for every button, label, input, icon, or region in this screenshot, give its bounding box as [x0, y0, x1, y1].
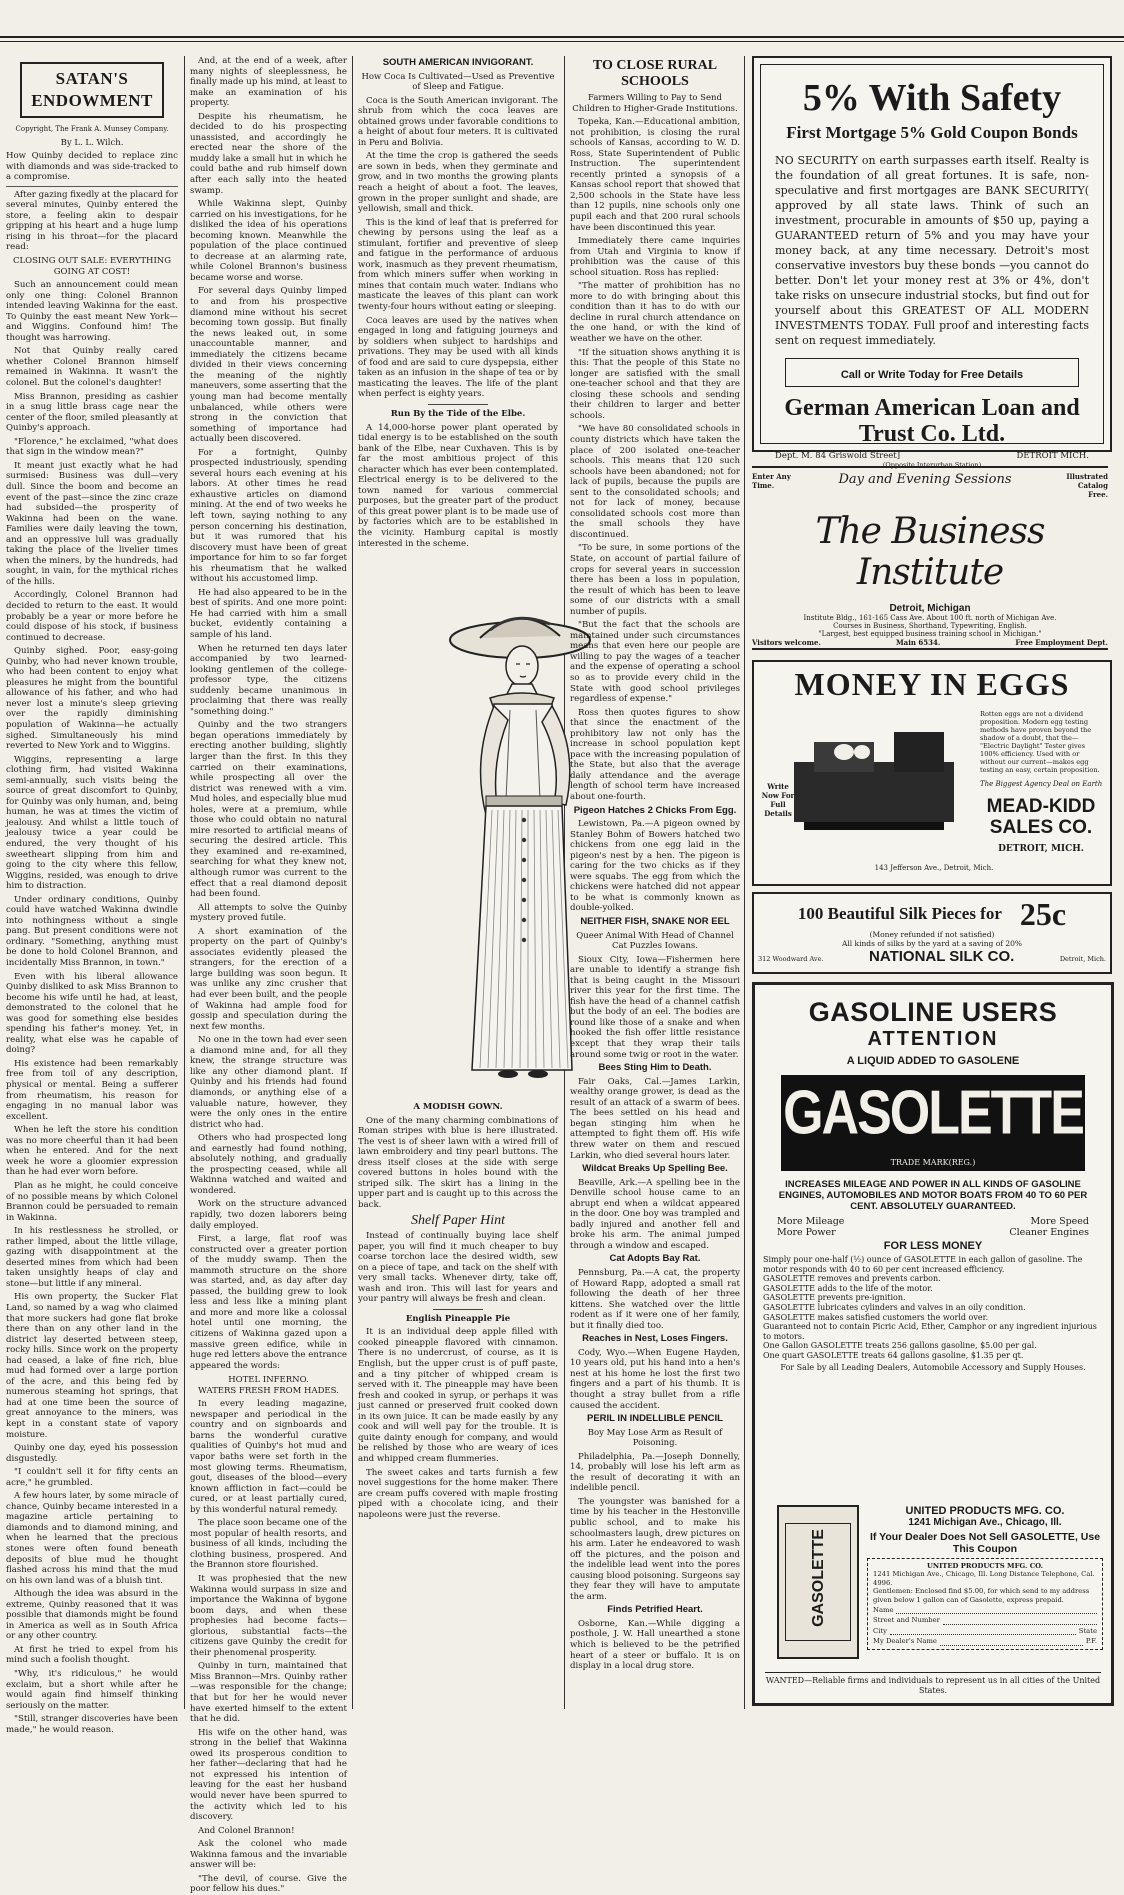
ad-subheadline: First Mortgage 5% Gold Coupon Bonds	[786, 123, 1078, 142]
paragraph: He had also appeared to be in the best of spirits. And one more point: He had carried with him a small bucket, evidently containing a sample of his land.	[190, 587, 347, 640]
paragraph: And, at the end of a week, after many nights of sleeplessness, he finally made up his mind, at least to make an examination of his property.	[190, 56, 347, 109]
paragraph: Miss Brannon, presiding as cashier in a snug little brass cage near the center of the floor, smiled pleasantly at Quinby's approach.	[6, 391, 178, 434]
coca-headline: SOUTH AMERICAN INVIGORANT.	[382, 57, 534, 68]
ad-institute-visitors: Visitors welcome.	[752, 638, 821, 647]
hotel-sign-line: WATERS FRESH FROM HADES.	[198, 1385, 339, 1396]
ad-note-left: Enter Any Time.	[752, 472, 791, 490]
paragraph: "The matter of prohibition has no more to do with bringing about this condition than it has to do with our decline in rural church attendance on the one hand, or with the kind of weather we have on the other.	[570, 281, 740, 345]
paragraph: The youngster was banished for a time by his teacher in the Hestonville public school, and to make his schoolmasters laugh, drew pictures on his arm. Later he endeavored to wash off the pictures, and the poison and the indelible lead went into the pores causing blood poisoning. Surgeons say they fear they will have to amputate the arm.	[570, 1496, 740, 1602]
paragraph: It was prophesied that the new Wakinna would surpass in size and importance the Wakinna of bygone boom days, and when these prophesies had become facts—glorious, substantial facts—the citizens gave Quinby the credit for their phenomenal prosperity.	[190, 1574, 347, 1658]
paragraph: For several days Quinby limped to and from his prospective diamond mine without his secret becoming town gossip. But finally the news leaked out, in some unaccountable manner, and immediately the citizens became divided in their views concerning the meaning of the nightly maneuvers, some asserting that the young man had become mentally unbalanced, while others were strong in the conviction that something of importance had actually been discovered.	[190, 286, 347, 445]
paragraph: Such an announcement could mean only one thing: Colonel Brannon intended leaving Wakinna for the east. To Quinby the east meant New York—and Wiggins. Confound him! The thought was harrowing.	[6, 280, 178, 343]
coupon-dealer-field[interactable]	[940, 1637, 1083, 1645]
column-rule	[352, 56, 353, 1709]
divider	[428, 404, 488, 405]
ad-address: Dept. M. 84 Griswold Street]	[775, 451, 901, 461]
gasolette-can	[777, 1505, 859, 1659]
brief-headline: Finds Petrified Heart.	[607, 1604, 703, 1616]
column-rule	[744, 56, 745, 1709]
paragraph: Pennsburg, Pa.—A cat, the property of Howard Rapp, adopted a small rat following the death of her three kittens. She watched over the little rodent as if it were one of her family, but it finally died too.	[570, 1267, 740, 1331]
paragraph: Quinby in turn, maintained that Miss Brannon—Mrs. Quinby rather—was responsible for the change; that but for her he would never have exerted himself to the extent that he did.	[190, 1661, 347, 1725]
ad-detail: Simply pour one-half (½) ounce of GASOLETTE in each gallon of gasoline. The motor responds with 40 to 60 per cent increased efficiency.	[763, 1255, 1083, 1274]
gasolette-logo-text: GASOLETTE	[783, 1078, 1083, 1148]
paragraph: Osborne, Kan.—While digging a posthole, J. W. Hall unearthed a stone which is believed to be the petrified heart of a steer or buffalo. It is on display in a local drug store.	[570, 1618, 740, 1672]
paragraph: Accordingly, Colonel Brannon had decided to return to the east. It would probably be a year or more before he could dispose of his stock, if business continued to decrease.	[6, 590, 178, 643]
ad-institute-name: The Business Institute	[815, 511, 1045, 593]
paragraph: When he returned ten days later accompanied by two learned-looking gentlemen of the college-professor type, the citizens suddenly became unanimous in proclaiming that there was really "something doing."	[190, 643, 347, 717]
paragraph: "Still, stranger discoveries have been made," he would reason.	[6, 1714, 178, 1735]
column-3-top	[358, 56, 558, 656]
ad-detail: GASOLETTE lubricates cylinders and valves in an oily condition.	[763, 1302, 1026, 1312]
ad-body: Rotten eggs are not a dividend proposition. Modern egg testing methods have proven beyond the shadow of a doubt, that the— "Electric Daylight" Tester gives 100% efficiency. Used with or without our current—makes egg testing an easy, certain proposition.	[980, 710, 1100, 774]
ad-gasolette	[752, 982, 1114, 1706]
brief-headline: Wildcat Breaks Up Spelling Bee.	[582, 1163, 728, 1175]
paragraph: Coca is the South American invigorant. The shrub from which the coca leaves are obtained grows under favorable conditions to a height of about four meters. It is cultivated in Peru and Bolivia.	[358, 95, 558, 148]
ad-headline: GASOLINE USERS	[808, 997, 1058, 1027]
paragraph: While Wakinna slept, Quinby carried on his investigations, for he disliked the idea of his operations becoming known. Meanwhile the population of the place continued to decrease at an alarming rate, while Colonel Brannon's business became worse and worse.	[190, 199, 347, 283]
ad-business-institute	[752, 466, 1108, 650]
paragraph: Quinby and the two strangers began operations immediately by erecting another building, slightly larger than the first. In this they carried on their examinations, while prospecting all over the district was renewed with a vim. Mud holes, and especially blue mud holes, were at a premium, while those who could obtain no natural mire resorted to artificial means of securing the desired article. This they examined and re-examined, searching for what they knew not, although rumor was current to the effect that a real diamond deposit had been found.	[190, 720, 347, 900]
paragraph: A short examination of the property on the part of Quinby's associates evidently pleased the strangers, for the erection of a large building was soon begun. It was unlike any zinc crusher that had ever been built, and the people of Wakinna had ample food for gossip and speculation during the next few months.	[190, 926, 347, 1032]
ad-detail: One Gallon GASOLETTE treats 256 gallons gasoline, $5.00 per gal.	[763, 1341, 1037, 1351]
ad-city: DETROIT, MICH.	[998, 844, 1084, 854]
paragraph: Instead of continually buying lace shelf paper, you will find it much cheaper to buy coarse torchon lace the desired width, sew on a piece of tape, and tack on the shelf with very small tacks. Whenever dirty, take off, wash and iron. This will last for years and your pantry will always be fresh and clean.	[358, 1231, 558, 1305]
ad-address: 312 Woodward Ave.	[758, 955, 824, 963]
brief-subhead: Boy May Lose Arm as Result of Poisoning.	[587, 1427, 723, 1449]
brief-headline: NEITHER FISH, SNAKE NOR EEL	[580, 916, 730, 928]
coupon-address: 1241 Michigan Ave., Chicago, Ill. Long Distance Telephone, Cal. 4996.	[873, 1570, 1095, 1587]
paragraph: His existence had been remarkably free from toil of any description, physical or mental. Being a sufferer from rheumatism, his reason for engaging in no manual labor was excellent.	[6, 1058, 178, 1122]
ad-call-text: Call or Write Today for Free Details	[840, 369, 1024, 381]
column-rule	[184, 56, 185, 1709]
paragraph: "If the situation shows anything it is this: That the people of this State no longer are satisfied with the small one-teacher school and that they are closing these schools and sending their children to larger and better schools.	[570, 347, 740, 421]
coupon-name-field[interactable]	[896, 1606, 1097, 1614]
ad-detail: GASOLETTE adds to the life of the motor.	[763, 1283, 933, 1293]
paragraph: In his restlessness he strolled, or rather limped, about the little village, gazing with disappointment at the deserted mines from which had been taken unsightly heaps of clay and stone—but little if any mineral.	[6, 1226, 178, 1289]
paragraph: It meant just exactly what he had surmised: Business was dull—very dull. Since the boom and become an event of the past—since the zinc craze had subsided—the prosperity of Wakinna had been on the wane. Families were daily leaving the town, and an oppressive lull was gradually taking the place of the livelier times when the miners, by the hundreds, had sought, in vain, for the mythical riches of the hills.	[6, 460, 178, 587]
paragraph: Work on the structure advanced rapidly, two dozen laborers being daily employed.	[190, 1199, 347, 1231]
ad-institute-footer	[752, 638, 1108, 647]
paragraph: His wife on the other hand, was strong in the belief that Wakinna owed its prosperous condition to her father—declaring that had he not expressed his intention of leaving for the east her husband would never have been spurred to the activity which led to his discovery.	[190, 1727, 347, 1823]
ad-company-address: 1241 Michigan Ave., Chicago, Ill.	[908, 1517, 1062, 1528]
coupon-state-label: State	[1078, 1626, 1097, 1635]
ad-benefit: More Power	[777, 1227, 836, 1238]
paragraph: Immediately there came inquiries from Utah and Virginia to know if prohibition was the cause of this school situation. Ross has replied:	[570, 236, 740, 278]
ad-headline: 5% With Safety	[802, 77, 1062, 119]
paragraph: Fair Oaks, Cal.—James Larkin, wealthy orange grower, is dead as the result of an attack of a swarm of bees. The bees settled on his head and began stinging him when he attempted to fight them off. His wife threw water on them and rescued Larkin, who died several hours later.	[570, 1076, 740, 1161]
brief-headline: Pigeon Hatches 2 Chicks From Egg.	[573, 804, 737, 816]
ad-note-right: Illustrated Catalog Free.	[1066, 472, 1108, 499]
brief-headline: Reaches in Nest, Loses Fingers.	[582, 1333, 728, 1345]
ad-city: Detroit, Mich.	[1059, 955, 1106, 963]
paragraph: Coca leaves are used by the natives when engaged in long and fatiguing journeys and by soldiers when subject to hardships and privations. They may be used with all kinds of food and are said to cure dyspepsia, either taken as an infusion in the shape of tea or by masticating the leaves. The life of the plant when perfect is eighty years.	[358, 315, 558, 400]
paragraph: Philadelphia, Pa.—Joseph Donnelly, 14, probably will lose his left arm as the result of decorating it with an indelible pencil.	[570, 1451, 740, 1494]
ad-benefit: More Speed	[1030, 1216, 1089, 1227]
coupon-dealer-row	[873, 1637, 1097, 1645]
paragraph: Cody, Wyo.—When Eugene Hayden, 10 years old, put his hand into a hen's nest at his home he lost the first two fingers and a part of his thumb. It is thought a stray bullet from a rifle caused the accident.	[570, 1347, 740, 1411]
coupon-street-row	[873, 1616, 1097, 1624]
ad-detail: GASOLETTE makes satisfied customers the world over.	[763, 1312, 989, 1322]
ad-benefits	[755, 1216, 1111, 1238]
ad-less-money: FOR LESS MONEY	[883, 1240, 983, 1252]
ad-address: 143 Jefferson Ave., Detroit, Mich.	[874, 864, 994, 872]
copyright-line: Copyright, The Frank A. Munsey Company.	[15, 125, 169, 133]
gasolette-can-label: GASOLETTE	[810, 1529, 827, 1627]
gasolette-trademark: TRADE MARK(REG.)	[890, 1158, 976, 1167]
paragraph: Lewistown, Pa.—A pigeon owned by Stanley Bohm of Bowers hatched two chickens from one egg laid in the pigeon's nest by a hen. The pigeon is caring for the two chicks as if they were squabs. The egg from which the chickens were hatched did not appear to be what is commonly known as double-yolked.	[570, 819, 740, 914]
ad-claim: INCREASES MILEAGE AND POWER IN ALL KINDS OF GASOLINE ENGINES, AUTOMOBILES AND MOTOR BOATS FROM 40 TO 60 PER CENT. ABSOLUTELY GUARANTEED.	[778, 1179, 1088, 1212]
paragraph: "Why, it's ridiculous," he would exclaim, but a short while after he would again find himself thinking seriously on the matter.	[6, 1669, 178, 1711]
ad-detail: For Sale by all Leading Dealers, Automobile Accessory and Supply Houses.	[780, 1362, 1086, 1372]
coupon-name-row	[873, 1606, 1097, 1614]
paragraph: Quinby sighed. Poor, easy-going Quinby, who had never known trouble, who had been content to enjoy what pleasures he might from the bountiful allowance of his father, and who had never lost a minute's sleep grieving over the rapidly diminishing population of Wakinna—he actually sighed. Simultaneously his mind reverted to New York and to Wiggins.	[6, 646, 178, 752]
sale-heading: CLOSING OUT SALE: EVERYTHING GOING AT COST!	[12, 256, 172, 277]
paragraph: The place soon became one of the most popular of health resorts, and business of all kinds, including the clothing business, prospered. And the Brannon store flourished.	[190, 1518, 347, 1571]
paragraph: The sweet cakes and tarts furnish a few novel suggestions for the home maker. There are cream puffs covered with maple frosting piped with a chocolate icing, and their napoleons were just the reverse.	[358, 1467, 558, 1520]
paragraph: It is an individual deep apple filled with cooked pineapple flavored with cinnamon. There is no undercrust, of course, as it is English, but the upper crust is of puff paste, and a tiny pitcher of whipped cream is served with it. The pineapple may have been fresh and cooked in syrup, or perhaps it was just canned or preserved fruit cooked down in its own juice. It can be made easily by any cook and will well pay for the trouble. It is quite dainty enough for company, and would be relished by those who are weary of ices and whipped cream flummeries.	[358, 1327, 558, 1464]
column-1	[6, 56, 179, 1735]
ad-wanted: WANTED—Reliable firms and individuals to represent us in all cities of the United States.	[765, 1672, 1101, 1695]
paragraph: No one in the town had ever seen a diamond mine and, for all they knew, the strange structure was like any other diamond plant. If Quinby and his friends had found diamonds, or anything else of a valuable nature, however, they were the only ones in the entire district who had.	[190, 1035, 347, 1130]
ad-detail: GASOLETTE removes and prevents carbon.	[763, 1274, 941, 1284]
paragraph: A few hours later, by some miracle of chance, Quinby became interested in a magazine article pertaining to diamonds and to diamond mining, and when he learned that the precious stones were often found beneath deposits of blue mud he thought flashed across his mind that the mud on his own land was of a bluish tint.	[6, 1491, 178, 1586]
column-4	[570, 56, 740, 1706]
gown-caption-title: A MODISH GOWN.	[413, 1102, 503, 1112]
paragraph: "Florence," he exclaimed, "what does that sign in the window mean?"	[6, 436, 178, 458]
ad-body: NO SECURITY on earth surpasses earth itself. Realty is the foundation of all great fortunes. It is safe, non-speculative and first mortgages are BANK SECURITY( approved by all state laws. Think of such an investment, procurable in amounts of $50 up, paying a GUARANTEED return of 5% and you may have your money back, at any time necessary. Detroit's most conservative investors buy these bonds —you cannot do better. Don't let your money rest at 3% or 4%, don't take risks on unsecure industrial stocks, but find out for yourself about this GREATEST OF ALL MODERN INVESTMENTS TODAY. Full proof and interesting facts sent on request immediately.	[775, 154, 1089, 347]
divider	[433, 1309, 483, 1310]
paragraph: His own property, the Sucker Flat Land, so named by a wag who claimed that more suckers had gone flat broke there than on any other land in the district lay deserted between steep, rocky hills. Since work on the property had ceased, a lake of fine rich, blue mud had formed over a large portion of the acre, and this being fed by numerous steaming hot springs, that had at one time been the source of great annoyance to the miners, was kept in a constant state of vapory moisture.	[6, 1292, 178, 1440]
paragraph: Plan as he might, he could conceive of no possible means by which Colonel Brannon could be persuaded to remain in Wakinna.	[6, 1180, 178, 1223]
story-title: SATAN'S ENDOWMENT	[31, 69, 153, 110]
paragraph: "I couldn't sell it for fifty cents an acre," he grumbled.	[6, 1467, 178, 1488]
story-intro: How Quinby decided to replace zinc with diamonds and was side-tracked to a compromise.	[6, 151, 178, 187]
brief-headline: PERIL IN INDELLIBLE PENCIL	[586, 1413, 723, 1425]
ad-company: NATIONAL SILK CO.	[869, 948, 1015, 965]
coupon-city-field[interactable]	[890, 1627, 1076, 1635]
paragraph: In every leading magazine, newspaper and periodical in the country and on signboards and barns the wonderful curative qualities of Quinby's hot mud and vapor baths were set forth in the most glowing terms. Rheumatism, gout, diseases of the blood—every known affliction in fact—could be cured, or at least partially cured, by this wonderful natural remedy.	[190, 1399, 347, 1515]
coupon-text: Gentlemen: Enclosed find $5.00, for which send to my address given below 1 gallon can of Gasolette, express prepaid.	[873, 1587, 1090, 1604]
paragraph: After gazing fixedly at the placard for several minutes, Quinby entered the store, a feeling akin to despair gripping at his heart and a huge lump rising in his throat—for the placard read:	[6, 189, 179, 253]
ad-line: (Money refunded if not satisfied)	[869, 930, 995, 939]
ad-institute-employment: Free Employment Dept.	[1015, 638, 1108, 647]
ad-dealer-note: If Your Dealer Does Not Sell GASOLETTE, Use This Coupon	[869, 1531, 1101, 1555]
schools-subhead: Farmers Willing to Pay to Send Children to Higher-Grade Institutions.	[572, 93, 738, 114]
ad-silk-footer	[754, 948, 1110, 965]
ad-detail: Guaranteed not to contain Picric Acid, Ether, Camphor or any ingredient injurious to motors.	[763, 1322, 1097, 1341]
paragraph: Although the idea was absurd in the extreme, Quinby reasoned that it was possible that diamonds might be found in America as well as in South Africa or any other country.	[6, 1589, 178, 1642]
coupon-pf: P.F.	[1085, 1637, 1097, 1646]
masthead-rule	[0, 36, 1124, 42]
ad-company: MEAD-KIDD SALES CO.	[986, 796, 1096, 838]
paragraph: Sioux City, Iowa—Fishermen here are unable to identify a strange fish that is being caught in the Missouri river this year for the first time. The fish have the head of a channel catfish but the body of an eel. The bodies are round like those of a snake and when hooked the fish offer little resistance except that they wrap their tails around some twig or root in the water.	[570, 954, 740, 1060]
ad-company: UNITED PRODUCTS MFG. CO.	[905, 1505, 1065, 1517]
ad-institute-phone: Main 6534.	[895, 638, 941, 647]
paragraph: Quinby one day, eyed his possession disgustedly.	[6, 1443, 178, 1464]
paragraph: Ross then quotes figures to show that since the enactment of the prohibitory law not only has the increase in school population kept pace with the increasing population of the State, but also that the average daily attendance and the average length of school term have increased about one-fourth.	[570, 707, 740, 802]
ad-detail: GASOLETTE prevents pre-ignition.	[763, 1293, 906, 1303]
paragraph: "But the fact that the schools are maintained under such circumstances means that even here our people are willing to pay the wages of a teacher and the expense of operating a school so as to provide every child in the State with good school privileges regardless of expense."	[570, 620, 740, 705]
paragraph: "The devil, of course. Give the poor fellow his dues."	[190, 1873, 347, 1895]
ad-headline-2: ATTENTION	[867, 1028, 999, 1050]
paragraph: Despite his rheumatism, he decided to do his prospecting unassisted, and accordingly he erected near the shore of the muddy lake a small hut in which he could bathe and rub himself down after each sally into the heated swamp.	[190, 111, 347, 196]
schools-headline: TO CLOSE RURAL SCHOOLS	[592, 58, 718, 89]
ad-benefit: Cleaner Engines	[1009, 1227, 1089, 1238]
ad-call-box	[785, 358, 1079, 387]
brief-headline: Cat Adopts Bay Rat.	[609, 1253, 701, 1265]
paragraph: One of the many charming combinations of Roman stripes with blue is here illustrated. The vest is of sheer lawn with a wired frill of lawn embroidery and tiny pearl buttons. The dress itself closes at the side with serge covered buttons in holes bound with the striped silk. The skirt has a lining in the upper part and is caught up to this across the back.	[358, 1115, 558, 1210]
ad-address-note: (Opposite Interurban Station)	[882, 461, 982, 469]
coupon-street-field[interactable]	[943, 1616, 1097, 1624]
ad-city: DETROIT MICH.	[1016, 451, 1089, 461]
brief-headline: Bees Sting Him to Death.	[598, 1062, 712, 1074]
coupon-city-row	[873, 1627, 1097, 1635]
ad-subheadline: A LIQUID ADDED TO GASOLENE	[846, 1055, 1020, 1067]
ad-address-row	[775, 451, 1089, 461]
hotel-sign-line: HOTEL INFERNO.	[228, 1375, 309, 1386]
column-2	[190, 56, 347, 1895]
ad-agency: The Biggest Agency Deal on Earth	[980, 780, 1103, 788]
paragraph: Ask the colonel who made Wakinna famous and the invariable answer will be:	[190, 1839, 347, 1871]
ad-order-area	[867, 1505, 1103, 1650]
egg-tester-image	[774, 712, 974, 842]
shelf-headline: Shelf Paper Hint	[410, 1213, 506, 1229]
paragraph: Wiggins, representing a large clothing firm, had visited Wakinna semi-annually, such visits being the source of great discomfort to Quinby, for Quinby was only human, and, being human, he was at times the victim of jealousy. And whilst a little touch of jealousy twice a year could be endured, the very thought of his sweetheart slipping from him and going to the city where this fellow, Wiggins, resided, was enough to drive him to distraction.	[6, 754, 178, 892]
paragraph: Beaville, Ark.—A spelling bee in the Denville school house came to an abrupt end when a wildcat appeared in the door. One boy was trampled and badly injured and another fell and broke his arm. The animal jumped through a window and escaped.	[570, 1177, 740, 1251]
paragraph: When he left the store his condition was no more cheerful than it had been when he entered. And for the next week he wore a gloomier expression than he had ever worn before.	[6, 1125, 178, 1178]
coupon-company: UNITED PRODUCTS MFG. CO.	[926, 1562, 1043, 1570]
ad-price: 25c	[1019, 896, 1067, 932]
ad-detail: One quart GASOLETTE treats 64 gallons gasoline, $1.35 per qt.	[763, 1350, 1024, 1360]
brief-subhead: Queer Animal With Head of Channel Cat Puzzles Iowans.	[576, 930, 734, 952]
paragraph: Not that Quinby really cared whether Colonel Brannon himself remained in Wakinna. It wasn't the colonel. But the colonel's daughter!	[6, 346, 178, 389]
gasolette-logo-box	[781, 1075, 1085, 1171]
ad-institute-city: Detroit, Michigan	[889, 603, 971, 614]
coupon-dealer-label: My Dealer's Name	[873, 1637, 937, 1646]
paragraph: For a fortnight, Quinby prospected industriously, spending several hours each evening at his labors. At other times he read exhaustive articles on diamond mining. At the end of two weeks he left town, saying nothing to any person concerning his destination, but it was rumored that his discovery must have been of great importance for him to so far forget his rheumatism that he walked without his accustomed limp.	[190, 447, 347, 585]
paragraph: At the time the crop is gathered the seeds are sown in beds, when they germinate and grow, and in two months the growing plants reach a height of about a foot. The leaves, grown in the proper sunlight and shade, are yellowish, small and thick.	[358, 151, 558, 215]
paragraph: Even with his liberal allowance Quinby disliked to ask Miss Brannon to become his wife until he had, at least, demonstrated to the colonel that he was good for something else besides spending his father's money. Yet, in reality, what else was he capable of doing?	[6, 971, 178, 1056]
column-3-bottom	[358, 1102, 558, 1714]
coca-subhead: How Coca Is Cultivated—Used as Preventive of Sleep and Fatigue.	[361, 71, 555, 93]
story-title-box	[20, 62, 164, 118]
ad-safety-bonds	[752, 56, 1112, 469]
paragraph: This is the kind of leaf that is preferred for chewing by persons using the leaf as a stimulant, fortifier and preventive of sleep and fatigue in the performance of arduous work, inasmuch as they prevent rheumatism, from which miners suffer when working in mines that contain much water. Indians who masticate the leaves of this plant can work twenty-four hours without eating or sleeping.	[358, 217, 558, 313]
coupon-city-label: City	[873, 1626, 887, 1635]
ad-money-in-eggs	[752, 660, 1112, 886]
paragraph: All attempts to solve the Quinby mystery proved futile.	[190, 902, 347, 924]
paragraph: And Colonel Brannon!	[198, 1825, 295, 1836]
ad-sessions: Day and Evening Sessions	[838, 472, 1012, 487]
byline: By L. L. Wilch.	[60, 137, 124, 148]
pie-headline: English Pineapple Pie	[405, 1313, 511, 1324]
ad-benefit: More Mileage	[777, 1216, 845, 1227]
ad-company: German American Loan and Trust Co. Ltd.	[784, 395, 1080, 447]
ad-institute-line: Courses in Business, Shorthand, Typewriting, English.	[833, 622, 1027, 630]
ad-institute-line: "Largest, best equipped business training school in Michigan."	[818, 630, 1042, 638]
paragraph: Topeka, Kan.—Educational ambition, not prohibition, is closing the rural schools of Kansas, according to W. D. Ross, State Superintendent of Public Instruction. The superintendent recently printed a synopsis of a Kansas school report that showed that 2,500 schools in the State have less than 12 pupils, nine schools only one pupil each and that 200 rural schools have been discontinued this year.	[570, 117, 740, 233]
coupon-street-label: Street and Number	[873, 1616, 940, 1625]
ad-headline: 100 Beautiful Silk Pieces for	[797, 904, 1002, 923]
paragraph: Others who had prospected long and earnestly had found nothing, absolutely nothing, and gradually the prospecting ceased, while all Wakinna watched and waited and wondered.	[190, 1133, 347, 1196]
ad-details	[755, 1255, 1111, 1372]
ad-headline: MONEY IN EGGS	[794, 666, 1070, 702]
ad-institute-line: Institute Bldg., 161-165 Cass Ave. About 100 ft. north of Michigan Ave.	[803, 614, 1057, 622]
ad-write-now: Write Now For Full Details	[761, 782, 795, 818]
elbe-headline: Run By the Tide of the Elbe.	[390, 408, 526, 419]
paragraph: A 14,000-horse power plant operated by tidal energy is to be established on the south bank of the Elbe, near Cuxhaven. This is by far the most ambitious project of this character which has ever been contemplated. Electrical energy is to be delivered to the town named for various commercial purposes, but the greater part of the product of this great power plant is to be made use of by factories which are to be established in the vicinity. Hamburg capital is mostly interested in the scheme.	[358, 422, 558, 549]
paragraph: First, a large, flat roof was constructed over a greater portion of the muddy swamp. Then the mammoth structure on the shore was started, and, as day after day passed, the building grew to look less and less like a mining plant and more and more like a colossal hotel until one morning, the citizens of Wakinna gazed upon a massive green edifice, while in huge red letters above the entrance appeared the words:	[190, 1234, 347, 1371]
coupon-name-label: Name	[873, 1606, 894, 1615]
order-coupon	[867, 1558, 1103, 1650]
paragraph: At first he tried to expel from his mind such a foolish thought.	[6, 1644, 178, 1666]
egg-tester-drawing	[774, 712, 974, 842]
paragraph: "We have 80 consolidated schools in county districts which have taken the place of 200 isolated one-teacher schools. This means that 120 such schools have been abandoned; not for lack of pupils, because the pupils are sent to the consolidated schools; and not for lack of money, because consolidated schools cost more than the small schools they have discontinued.	[570, 424, 740, 540]
ad-silk-pieces	[752, 892, 1112, 974]
paragraph: Under ordinary conditions, Quinby could have watched Wakinna dwindle into nothingness without a single pang. But present conditions were not ordinary. "Something, anything must be done to hold Colonel Brannon, and incidentally Miss Brannon, in town."	[6, 894, 178, 969]
ad-line: All kinds of silks by the yard at a saving of 20%	[841, 939, 1023, 948]
paragraph: "To be sure, in some portions of the State, on account of partial failure of crops for several years in succession there has been a loss in population, the result of which has been to leave some of our districts with a small number of pupils.	[570, 543, 740, 617]
